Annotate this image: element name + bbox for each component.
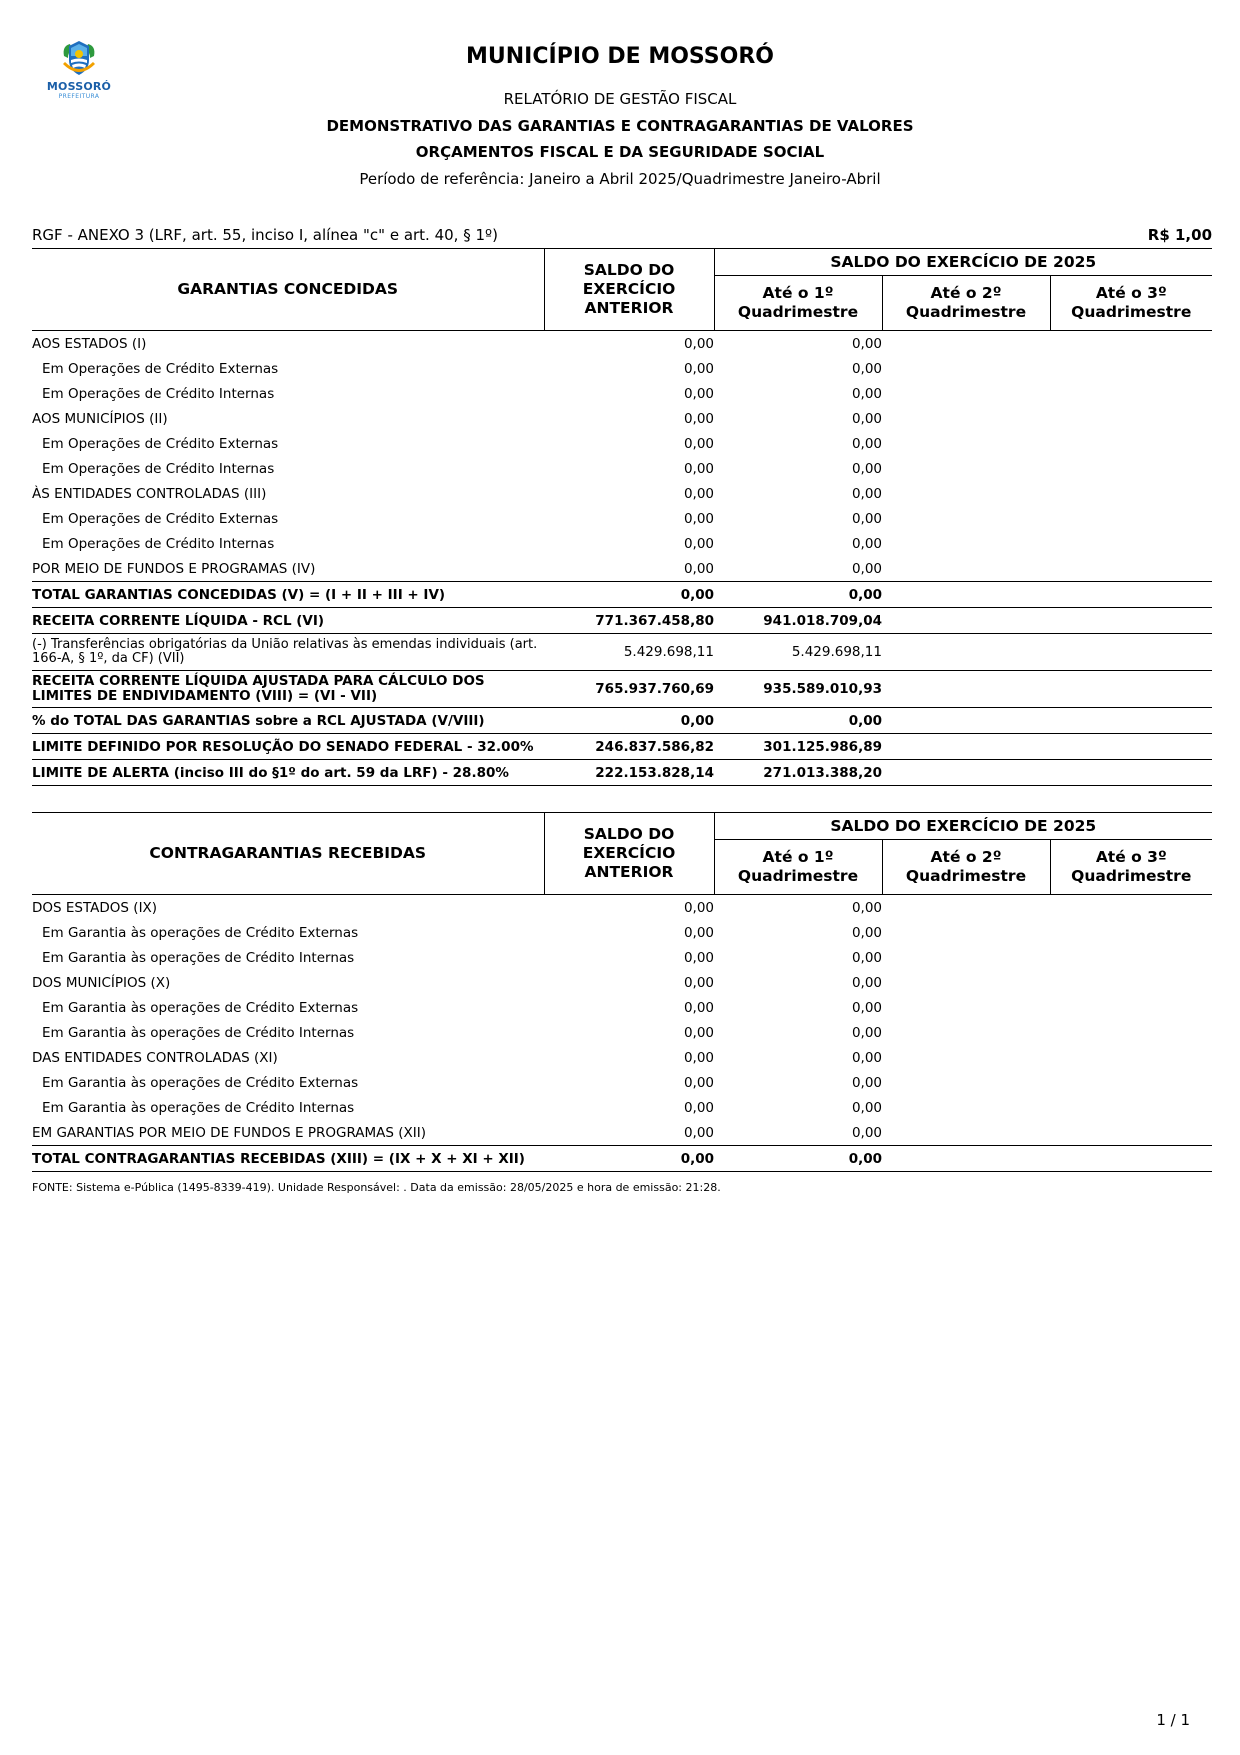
table-row: LIMITE DE ALERTA (inciso III do §1º do art. 59 da LRF) - 28.80% 222.153.828,14 271.013.388,20 bbox=[32, 760, 1212, 786]
table-row: RECEITA CORRENTE LÍQUIDA - RCL (VI) 771.367.458,80 941.018.709,04 bbox=[32, 608, 1212, 634]
page-number: 1 / 1 bbox=[1156, 1711, 1190, 1729]
col-q2: Até o 2º Quadrimestre bbox=[882, 276, 1050, 331]
garantias-table bbox=[32, 248, 1212, 786]
table-row: Em Garantia às operações de Crédito Externas 0,00 0,00 bbox=[42, 999, 882, 1016]
anexo-reference: RGF - ANEXO 3 (LRF, art. 55, inciso I, alínea "c" e art. 40, § 1º) bbox=[32, 226, 498, 244]
total-row: TOTAL CONTRAGARANTIAS RECEBIDAS (XIII) = (IX + X + XI + XII) 0,00 0,00 bbox=[32, 1146, 1212, 1172]
table-row: POR MEIO DE FUNDOS E PROGRAMAS (IV) 0,00 0,00 bbox=[32, 560, 882, 577]
source-footnote: FONTE: Sistema e-Pública (1495-8339-419). Unidade Responsável: . Data da emissão: 28/05/2025 e hora de emissão: 21:28. bbox=[32, 1181, 721, 1194]
demonstrativo-title: DEMONSTRATIVO DAS GARANTIAS E CONTRAGARANTIAS DE VALORES bbox=[326, 117, 914, 135]
table-row: LIMITE DEFINIDO POR RESOLUÇÃO DO SENADO FEDERAL - 32.00% 246.837.586,82 301.125.986,89 bbox=[32, 734, 1212, 760]
page-title: MUNICÍPIO DE MOSSORÓ bbox=[466, 44, 774, 69]
col-q1: Até o 1º Quadrimestre bbox=[714, 276, 882, 331]
col-contragarantias-recebidas: CONTRAGARANTIAS RECEBIDAS bbox=[32, 813, 544, 895]
col-saldo-anterior: SALDO DO EXERCÍCIO ANTERIOR bbox=[544, 813, 714, 895]
contragarantias-table bbox=[32, 812, 1212, 1172]
table-row: RECEITA CORRENTE LÍQUIDA AJUSTADA PARA CÁLCULO DOS LIMITES DE ENDIVIDAMENTO (VIII) = (VI - VII) 765.937.760,69 935.589.010,93 bbox=[32, 671, 1212, 708]
col-saldo-anterior: SALDO DO EXERCÍCIO ANTERIOR bbox=[544, 249, 714, 331]
total-row: TOTAL GARANTIAS CONCEDIDAS (V) = (I + II + III + IV) 0,00 0,00 bbox=[32, 582, 1212, 608]
table-row: AOS ESTADOS (I) 0,00 0,00 bbox=[32, 335, 882, 352]
table-row: Em Operações de Crédito Externas 0,00 0,00 bbox=[42, 435, 882, 452]
table-row: (-) Transferências obrigatórias da União relativas às emendas individuais (art. 166-A, § 1º, da CF) (VII) 5.429.698,11 5.429.698,11 bbox=[32, 634, 1212, 671]
logo-sub-text: PREFEITURA bbox=[58, 93, 100, 100]
report-name: RELATÓRIO DE GESTÃO FISCAL bbox=[503, 90, 737, 108]
col-q3: Até o 3º Quadrimestre bbox=[1050, 840, 1212, 895]
table-row: Em Garantia às operações de Crédito Internas 0,00 0,00 bbox=[42, 1024, 882, 1041]
table-row: % do TOTAL DAS GARANTIAS sobre a RCL AJUSTADA (V/VIII) 0,00 0,00 bbox=[32, 708, 1212, 734]
table-row: DOS MUNICÍPIOS (X) 0,00 0,00 bbox=[32, 974, 882, 991]
col-q3: Até o 3º Quadrimestre bbox=[1050, 276, 1212, 331]
table-row: DAS ENTIDADES CONTROLADAS (XI) 0,00 0,00 bbox=[32, 1049, 882, 1066]
currency-unit: R$ 1,00 bbox=[1147, 226, 1212, 244]
col-q1: Até o 1º Quadrimestre bbox=[714, 840, 882, 895]
table-row: Em Garantia às operações de Crédito Internas 0,00 0,00 bbox=[42, 1099, 882, 1116]
table-row: ÀS ENTIDADES CONTROLADAS (III) 0,00 0,00 bbox=[32, 485, 882, 502]
table-row: Em Operações de Crédito Internas 0,00 0,00 bbox=[42, 535, 882, 552]
table-row: Em Garantia às operações de Crédito Externas 0,00 0,00 bbox=[42, 924, 882, 941]
table-row: Em Operações de Crédito Internas 0,00 0,00 bbox=[42, 385, 882, 402]
table-row: Em Operações de Crédito Externas 0,00 0,00 bbox=[42, 360, 882, 377]
table-row: Em Operações de Crédito Internas 0,00 0,00 bbox=[42, 460, 882, 477]
orcamentos-title: ORÇAMENTOS FISCAL E DA SEGURIDADE SOCIAL bbox=[415, 143, 825, 161]
logo-brand-text: MOSSORÓ bbox=[46, 80, 112, 93]
table-row: EM GARANTIAS POR MEIO DE FUNDOS E PROGRAMAS (XII) 0,00 0,00 bbox=[32, 1124, 882, 1141]
table-row: Em Operações de Crédito Externas 0,00 0,00 bbox=[42, 510, 882, 527]
table-row: Em Garantia às operações de Crédito Externas 0,00 0,00 bbox=[42, 1074, 882, 1091]
table-row: Em Garantia às operações de Crédito Internas 0,00 0,00 bbox=[42, 949, 882, 966]
table-row: DOS ESTADOS (IX) 0,00 0,00 bbox=[32, 899, 882, 916]
col-q2: Até o 2º Quadrimestre bbox=[882, 840, 1050, 895]
col-saldo-exercicio: SALDO DO EXERCÍCIO DE 2025 bbox=[714, 813, 1212, 840]
reference-period: Período de referência: Janeiro a Abril 2025/Quadrimestre Janeiro-Abril bbox=[359, 170, 881, 188]
col-garantias-concedidas: GARANTIAS CONCEDIDAS bbox=[32, 249, 544, 331]
col-saldo-exercicio: SALDO DO EXERCÍCIO DE 2025 bbox=[714, 249, 1212, 276]
table-row: AOS MUNICÍPIOS (II) 0,00 0,00 bbox=[32, 410, 882, 427]
